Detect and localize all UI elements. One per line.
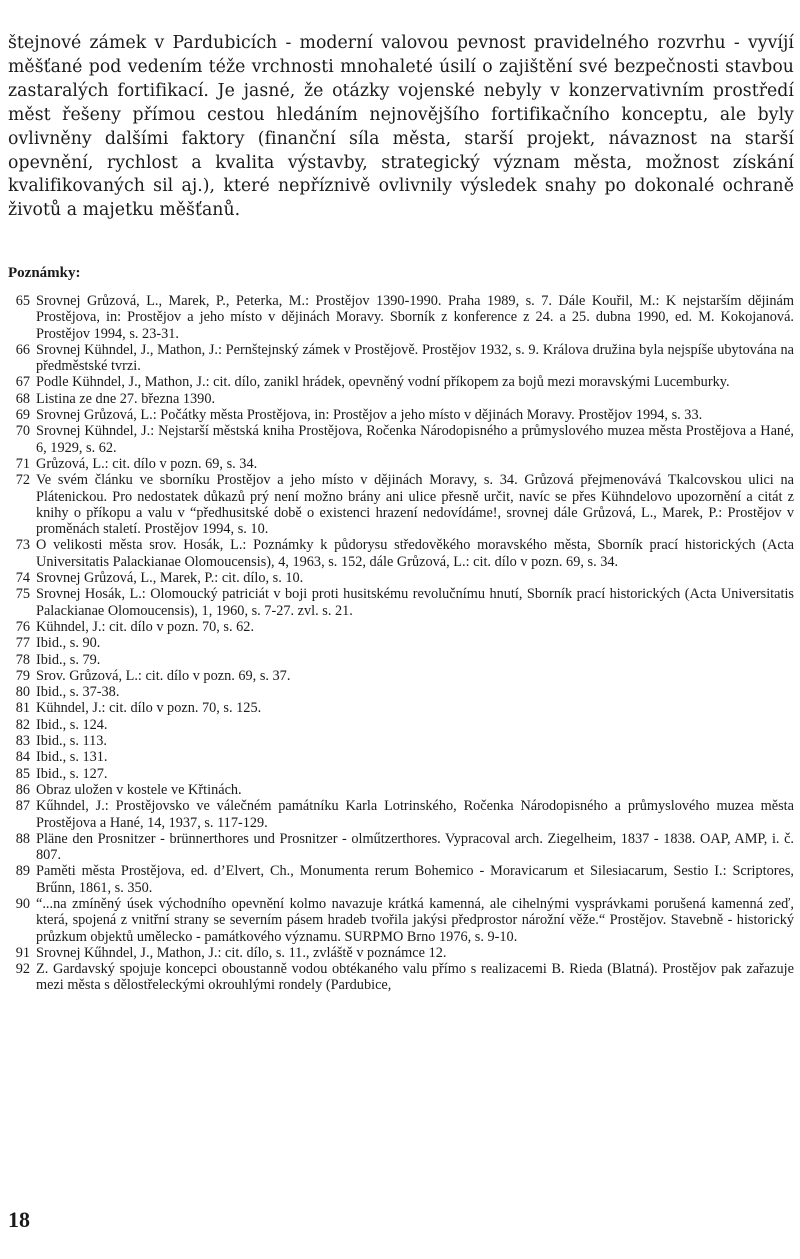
footnote-text: Srovnej Kühndel, J.: Nejstarší městská kniha Prostějova, Ročenka Národopisného a průmyslového muzea města Prostějova a Hané, 6, 1929, s. 62. xyxy=(36,423,794,456)
footnote-text: Srovnej Kűhndel, J., Mathon, J.: cit. dílo, s. 11., zvláště v poznámce 12. xyxy=(36,944,447,961)
footnote-text: Srov. Grůzová, L.: cit. dílo v pozn. 69, s. 37. xyxy=(36,667,291,684)
footnote-number: 83 xyxy=(15,733,30,750)
footnote-item xyxy=(8,684,794,700)
footnote-text: Ibid., s. 113. xyxy=(36,733,107,750)
footnote-item xyxy=(8,782,794,798)
footnote-item xyxy=(8,766,794,782)
footnote-text: Obraz uložen v kostele ve Křtinách. xyxy=(36,781,242,798)
footnote-item xyxy=(8,293,794,342)
footnote-text: Srovnej Grůzová, L.: Počátky města Prostějova, in: Prostějov a jeho místo v dějinách Moravy. Prostějov 1994, s. 33. xyxy=(36,407,703,424)
footnote-item xyxy=(8,863,794,896)
footnote-text: Ibid., s. 124. xyxy=(36,716,108,733)
page-number: 18 xyxy=(8,1207,30,1232)
footnote-number: 92 xyxy=(15,961,30,978)
notes-heading: Poznámky: xyxy=(8,265,81,281)
footnote-number: 72 xyxy=(15,472,30,489)
footnote-item xyxy=(8,374,794,390)
footnote-text: Ibid., s. 90. xyxy=(36,635,101,652)
body-paragraph: štejnové zámek v Pardubicích - moderní valovou pevnost pravidelného rozvrhu - vyvíjí měšťané pod vedením téže vrchnosti mnohaleté úsilí o zajištění své bezpečnosti stavbou zastaralých fortifikací. Je jasné, že otázky vojenské nebyly v konzervativním prostředí měst řešeny přímou cestou hledáním nejnovějšího fortifikačního konceptu, ale byly ovlivněny dalšími faktory (finanční síla města, starší projekt, návaznost na starší opevnění, rychlost a kvalita výstavby, strategický význam města, možnost získání kvalifikovaných sil aj.), které nepříznivě ovlivnily výsledek snahy po dokonalé ochraně životů a majetku měšťanů. xyxy=(8,33,794,221)
footnote-number: 82 xyxy=(15,716,30,733)
footnote-item xyxy=(8,537,794,570)
footnote-number: 78 xyxy=(15,651,30,668)
footnote-number: 66 xyxy=(15,341,30,358)
footnote-number: 79 xyxy=(15,667,30,684)
footnote-number: 91 xyxy=(15,944,30,961)
footnote-number: 76 xyxy=(15,618,30,635)
footnote-number: 87 xyxy=(15,798,30,815)
footnote-number: 80 xyxy=(15,684,30,701)
footnote-item xyxy=(8,570,794,586)
footnote-number: 68 xyxy=(15,390,30,407)
footnote-number: 69 xyxy=(15,407,30,424)
footnote-item xyxy=(8,652,794,668)
footnote-text: Srovnej Hosák, L.: Olomoucký patriciát v boji proti husitskému revolučnímu hnutí, Sborník prací historických (Acta Universitatis Palackianae Olomoucensis), 1, 1960, s. 7-27. zvl. s. 21. xyxy=(36,586,794,619)
footnote-number: 81 xyxy=(15,700,30,717)
footnote-number: 88 xyxy=(15,830,30,847)
footnote-text: Kühndel, J.: cit. dílo v pozn. 70, s. 125. xyxy=(36,700,262,717)
footnote-number: 86 xyxy=(15,781,30,798)
footnote-item xyxy=(8,717,794,733)
footnote-text: “...na zmíněný úsek východního opevnění kolmo navazuje krátká kamenná, ale cihelnými vysprávkami porušená kamenná zeď, která, spojená z vnitřní strany se severním pásem hradeb tvořila jakýsi předprostor nárožní věže.“ Prostějov. Stavebně - historický průzkum objektů umělecko - památkového významu. SURPMO Brno 1976, s. 9-10. xyxy=(36,895,794,945)
footnote-text: Kűhndel, J.: Prostějovsko ve válečném památníku Karla Lotrinského, Ročenka Národopisného a průmyslového muzea města Prostějova a Hané, 14, 1937, s. 117-129. xyxy=(36,798,794,831)
footnote-item xyxy=(8,635,794,651)
footnote-item xyxy=(8,961,794,994)
footnote-text: Srovnej Grůzová, L., Marek, P., Peterka, M.: Prostějov 1390-1990. Praha 1989, s. 7. Dále Kouřil, M.: K nejstarším dějinám Prostějova, in: Prostějov a jeho místo v dějinách Moravy. Sborník z konference z 24. a 25. dubna 1990, ed. M. Kokojanová. Prostějov 1994, s. 23-31. xyxy=(36,293,794,342)
footnote-item xyxy=(8,586,794,619)
footnote-item xyxy=(8,619,794,635)
footnote-number: 75 xyxy=(15,586,30,603)
footnote-item xyxy=(8,831,794,864)
footnote-text: Podle Kühndel, J., Mathon, J.: cit. dílo, zanikl hrádek, opevněný vodní příkopem za bojů mezi moravskými Lucemburky. xyxy=(36,374,730,391)
footnote-item xyxy=(8,456,794,472)
footnote-number: 65 xyxy=(15,293,30,309)
footnote-text: Ve svém článku ve sborníku Prostějov a jeho místo v dějinách Moravy, s. 34. Grůzová přejmenovává Tkalcovskou ulici na Plátenickou. Pro nedostatek důkazů prý není možno brány ani ulice přesně určit, navíc se přes Kühndelovo upozornění a citát z knihy o příkopu a valu v “předhusitské době o existenci hrazení nedovídáme!, srovnej dále Grůzová, L., Marek, P.: Prostějov v proměnách staletí. Prostějov 1994, s. 10. xyxy=(36,472,794,538)
footnote-item xyxy=(8,472,794,537)
footnote-item xyxy=(8,700,794,716)
footnote-number: 90 xyxy=(15,895,30,912)
footnote-number: 89 xyxy=(15,863,30,880)
footnote-text: Pläne den Prosnitzer - brünnerthores und Prosnitzer - olműtzerthores. Vypracoval arch. Ziegelheim, 1837 - 1838. OAP, AMP, i. č. 807. xyxy=(36,830,794,864)
footnote-text: Z. Gardavský spojuje koncepci oboustanně vodou obtékaného valu přímo s realizacemi B. Rieda (Blatná). Prostějov pak zařazuje mezi města s dělostřeleckými okrouhlými rondely (Pardubice, xyxy=(36,961,794,994)
footnote-text: Paměti města Prostějova, ed. d’Elvert, Ch., Monumenta rerum Bohemico - Moravicarum et Silesiacarum, Sestio I.: Scriptores, Brűnn, 1861, s. 350. xyxy=(36,863,794,896)
footnote-item xyxy=(8,423,794,456)
footnote-item xyxy=(8,733,794,749)
footnote-text: Srovnej Kühndel, J., Mathon, J.: Pernštejnský zámek v Prostějově. Prostějov 1932, s. 9. Králova družina byla nejspíše ubytována na předměstské tvrzi. xyxy=(36,341,794,375)
footnote-item xyxy=(8,668,794,684)
footnote-text: Ibid., s. 37-38. xyxy=(36,684,120,701)
footnotes-list xyxy=(8,293,794,994)
footnote-text: Ibid., s. 131. xyxy=(36,749,108,766)
footnote-item xyxy=(8,945,794,961)
footnote-text: Ibid., s. 127. xyxy=(36,765,108,782)
footnote-item xyxy=(8,798,794,831)
footnote-number: 74 xyxy=(15,570,30,587)
footnote-text: Grůzová, L.: cit. dílo v pozn. 69, s. 34. xyxy=(36,455,258,472)
footnote-number: 77 xyxy=(15,635,30,652)
footnote-number: 85 xyxy=(15,765,30,782)
footnote-text: Listina ze dne 27. března 1390. xyxy=(36,390,216,407)
footnote-text: Srovnej Grůzová, L., Marek, P.: cit. dílo, s. 10. xyxy=(36,570,304,587)
footnote-item xyxy=(8,342,794,375)
footnote-number: 73 xyxy=(15,537,30,554)
footnote-number: 84 xyxy=(15,749,30,766)
footnote-item xyxy=(8,749,794,765)
footnote-item xyxy=(8,407,794,423)
footnote-number: 67 xyxy=(15,374,30,391)
footnote-item xyxy=(8,391,794,407)
footnote-text: Kühndel, J.: cit. dílo v pozn. 70, s. 62. xyxy=(36,618,255,635)
footnote-text: Ibid., s. 79. xyxy=(36,651,101,668)
footnote-text: O velikosti města srov. Hosák, L.: Poznámky k půdorysu středověkého moravského města, Sborník prací historických (Acta Universitatis Palackianae Olomoucensis), 4, 1963, s. 152, dále Grůzová, L.: cit. dílo v pozn. 69, s. 34. xyxy=(36,537,794,570)
footnote-number: 70 xyxy=(15,423,30,440)
footnote-number: 71 xyxy=(15,455,30,472)
footnote-item xyxy=(8,896,794,945)
